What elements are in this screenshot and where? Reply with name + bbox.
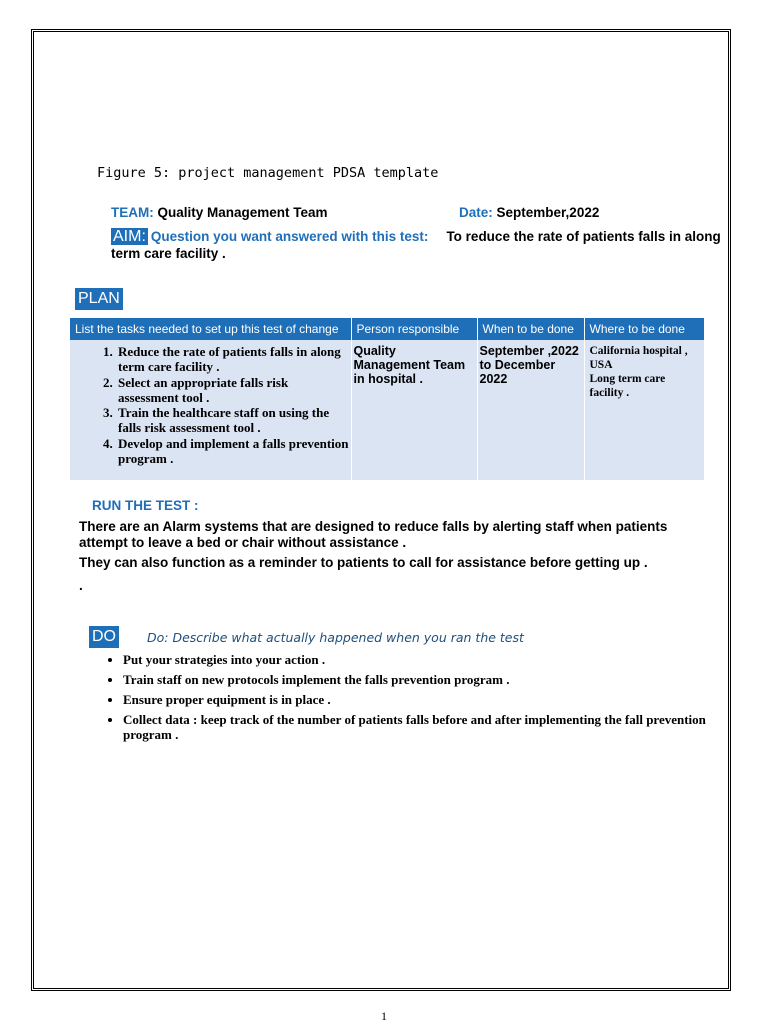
run-test-paragraph-2: They can also function as a reminder to patients to call for assistance before getting up . — [79, 555, 648, 570]
date-label: Date: — [459, 205, 493, 220]
aim-row — [111, 228, 721, 262]
header-where: Where to be done — [584, 318, 704, 340]
plan-table — [70, 318, 705, 480]
table-row — [70, 340, 704, 480]
do-list — [79, 652, 753, 747]
run-test-paragraph-1: There are an Alarm systems that are designed to reduce falls by alerting staff when patients attempt to leave a bed or chair without assistance . — [79, 519, 668, 550]
page-number: 1 — [381, 1009, 387, 1023]
header-tasks: List the tasks needed to set up this test of change — [70, 318, 351, 340]
task-item: 3. Train the healthcare staff on using the falls risk assessment tool . — [116, 405, 349, 436]
when-cell — [477, 340, 584, 480]
figure-title: Figure 5: project management PDSA template — [97, 165, 439, 181]
team-row — [111, 205, 328, 220]
date-row — [459, 205, 599, 220]
run-test-paragraph-3: . — [79, 578, 83, 593]
task-item: 2. Select an appropriate falls risk assessment tool . — [116, 375, 349, 406]
aim-question: Question you want answered with this test: — [150, 229, 429, 244]
list-item: • Train staff on new protocols implement the falls prevention program . — [123, 672, 753, 687]
do-label: DO — [89, 626, 119, 648]
aim-answer: To reduce the rate of patients falls in along term care facility . — [111, 229, 721, 261]
date-value: September,2022 — [496, 205, 600, 220]
list-item: • Collect data : keep track of the number of patients falls before and after implementing the fall prevention program . — [123, 712, 753, 742]
when-to-be-done: September ,2022 to December 2022 — [479, 344, 579, 386]
list-item: • Put your strategies into your action . — [123, 652, 753, 667]
plan-table-header-row — [70, 318, 704, 340]
aim-label: AIM: — [113, 228, 146, 245]
where-line-1: California hospital , USA — [589, 345, 688, 371]
where-cell — [584, 340, 704, 480]
task-item: 4. Develop and implement a falls prevention program . — [116, 436, 349, 467]
list-item: • Ensure proper equipment is in place . — [123, 692, 753, 707]
do-description: Do: Describe what actually happened when you ran the test — [147, 630, 524, 645]
run-test-title: RUN THE TEST : — [92, 498, 199, 513]
tasks-cell — [70, 340, 351, 480]
person-cell — [351, 340, 477, 480]
person-responsible: Quality Management Team in hospital . — [353, 344, 466, 386]
plan-label: PLAN — [75, 288, 123, 310]
tasks-list — [72, 344, 349, 466]
where-line-2: Long term care facility . — [589, 373, 666, 399]
header-person: Person responsible — [351, 318, 477, 340]
header-when: When to be done — [477, 318, 584, 340]
team-value: Quality Management Team — [157, 205, 328, 220]
team-label: TEAM: — [111, 205, 154, 220]
task-item: 1. Reduce the rate of patients falls in along term care facility . — [116, 344, 349, 375]
